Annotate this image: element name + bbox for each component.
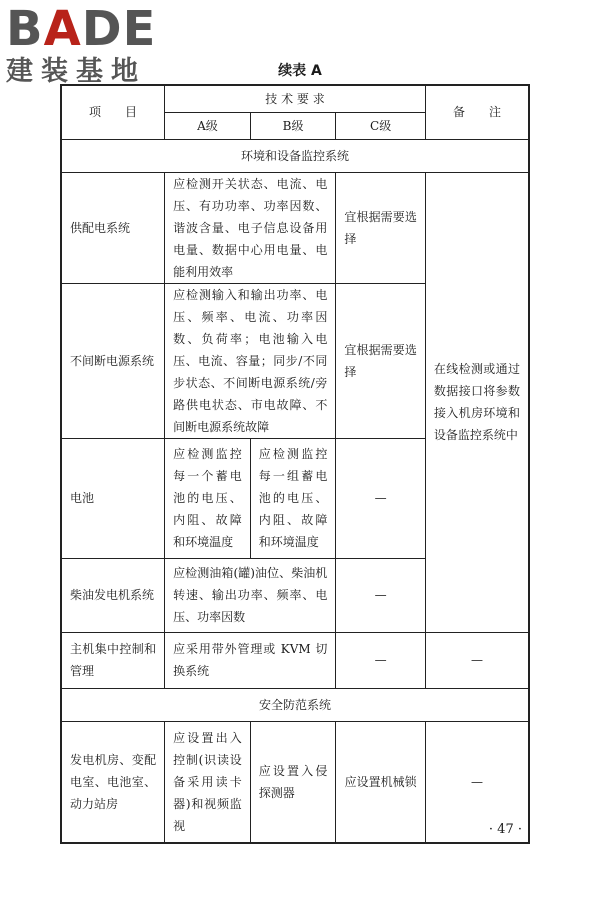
header-row [61,85,529,112]
section-row-env [61,139,529,172]
cell-c-host: — [336,632,426,688]
logo-letter-accent: A [43,1,82,57]
logo-subtitle: 建装基地 [6,56,146,87]
cell-ab-diesel: 应检测油箱(罐)油位、柴油机转速、输出功率、频率、电压、功率因数 [165,558,336,632]
cell-a-rooms: 应设置出入控制(识读设备采用读卡器)和视频监视 [165,721,251,843]
cell-a-battery: 应检测监控每一个蓄电池的电压、内阻、故障和环境温度 [165,438,251,558]
section-row-security [61,688,529,721]
cell-c-power: 宜根据需要选择 [336,172,426,283]
cell-b-battery: 应检测监控每一组蓄电池的电压、内阻、故障和环境温度 [250,438,336,558]
page-number: · 47 · [488,822,522,837]
cell-note-host: — [425,632,529,688]
cell-note-env: 在线检测或通过数据接口将参数接入机房环境和设备监控系统中 [425,172,529,632]
cell-c-rooms: 应设置机械锁 [336,721,426,843]
cell-item-power: 供配电系统 [61,172,165,283]
cell-item-ups: 不间断电源系统 [61,283,165,438]
cell-ab-host: 应采用带外管理或 KVM 切换系统 [165,632,336,688]
header-tech: 技 术 要 求 [165,85,426,112]
header-grade-a: A级 [165,112,251,139]
cell-note-rooms: — [425,721,529,843]
cell-ab-ups: 应检测输入和输出功率、电压、频率、电流、功率因数、负荷率；电池输入电压、电流、容量；同步/不同步状态、不间断电源系统/旁路供电状态、市电故障、不间断电源系统故障 [165,283,336,438]
table-row-rooms [61,721,529,843]
cell-c-diesel: — [336,558,426,632]
cell-item-host: 主机集中控制和管理 [61,632,165,688]
requirements-table [60,84,530,844]
cell-item-rooms: 发电机房、变配电室、电池室、动力站房 [61,721,165,843]
logo-letters-end: DE [81,1,157,57]
table-row-power [61,172,529,283]
header-grade-b: B级 [250,112,336,139]
cell-ab-power: 应检测开关状态、电流、电压、有功功率、功率因数、谐波含量、电子信息设备用电量、数据中心用电量、电能利用效率 [165,172,336,283]
table-row-host [61,632,529,688]
cell-b-rooms: 应设置入侵探测器 [250,721,336,843]
logo-letter-1: B [6,1,44,57]
header-grade-c: C级 [336,112,426,139]
cell-item-diesel: 柴油发电机系统 [61,558,165,632]
section-title-security: 安全防范系统 [61,688,529,721]
table-caption: 续表 A [278,63,322,79]
section-title-env: 环境和设备监控系统 [61,139,529,172]
cell-item-battery: 电池 [61,438,165,558]
logo-brand [6,1,176,57]
cell-c-battery: — [336,438,426,558]
header-item: 项 目 [61,85,165,139]
header-note: 备 注 [425,85,529,139]
cell-c-ups: 宜根据需要选择 [336,283,426,438]
